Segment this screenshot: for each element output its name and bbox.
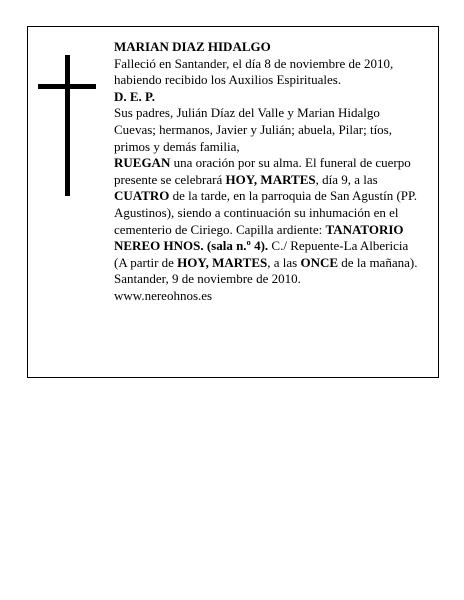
cross-icon-bar [38, 84, 96, 89]
funeral-details [114, 155, 422, 271]
cross-icon [65, 55, 70, 196]
time-end-text: de la mañana). [338, 254, 418, 270]
website-link: www.nereohnos.es [114, 287, 213, 303]
family-list: Sus padres, Julián Díaz del Valle y Marian Hidalgo Cuevas; hermanos, Javier y Julián; abuela, Pilar; tíos, primos y demás familia, [114, 105, 392, 154]
obituary-text [114, 39, 422, 305]
funeral-hour: CUATRO [114, 188, 170, 204]
funeral-home: TANATORIO NEREO HNOS. (sala n.º 4). [114, 221, 404, 254]
funeral-day: HOY, MARTES [225, 171, 316, 187]
time-intro-text: , a las [267, 254, 301, 270]
place-date: Santander, 9 de noviembre de 2010. [114, 271, 301, 287]
viewing-day: HOY, MARTES [177, 254, 268, 270]
prayer-text: una oración por su alma. El funeral de cuerpo presente se celebrará [114, 155, 411, 187]
parish-text: de la tarde, en la parroquia de San Agustín (PP. Agustinos), siendo a continuación su inhumación en el cementerio de Ciriego. Capilla ardiente: [114, 188, 418, 237]
viewing-hour: ONCE [300, 254, 339, 270]
address-text: C./ Repuente-La Albericia (A partir de [114, 238, 409, 270]
deceased-name: MARIAN DIAZ HIDALGO [114, 39, 271, 54]
death-statement: Falleció en Santander, el día 8 de noviembre de 2010, habiendo recibido los Auxilios Espirituales. [114, 55, 394, 88]
day-text: , día 9, a las [315, 171, 378, 187]
rip-line: D. E. P. [114, 88, 156, 104]
ruegan-text: RUEGAN [114, 155, 171, 171]
